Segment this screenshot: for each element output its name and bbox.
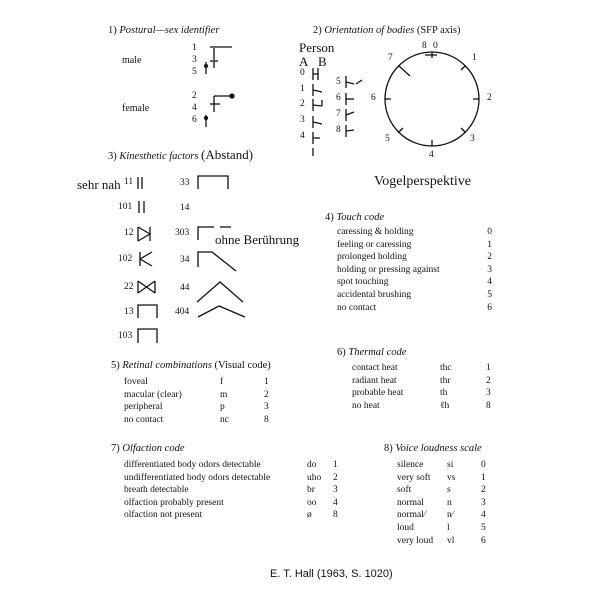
table-row: probable heat th 3	[352, 388, 491, 399]
section-5-title: Retinal combinations	[122, 360, 212, 371]
kin-code-404: 404	[175, 307, 190, 317]
kin-code-22: 22	[124, 282, 134, 292]
section-3-number: 3)	[108, 151, 117, 162]
kin-code-101: 101	[118, 202, 133, 212]
table-row: differentiated body odors detectable do 1	[124, 460, 338, 470]
section-5-number: 5)	[111, 360, 120, 371]
section-1-number: 1)	[108, 25, 117, 36]
kin-code-33: 33	[180, 178, 190, 188]
dial-label-5: 5	[385, 134, 390, 144]
orient-code-4: 4	[300, 131, 305, 141]
orient-code-6: 6	[336, 93, 341, 103]
thermal-code-table	[352, 362, 491, 412]
female-code-6: 6	[192, 115, 197, 125]
table-row: no contact nc 8	[124, 414, 269, 425]
table-row: very loud vl 6	[397, 535, 486, 546]
person-a-label: A	[299, 54, 309, 69]
kin-code-13: 13	[124, 307, 134, 317]
section-2-number: 2)	[313, 25, 322, 36]
kin-code-14: 14	[180, 203, 190, 213]
dial-label-1: 1	[472, 53, 477, 63]
person-label: Person	[299, 40, 335, 55]
orient-code-0: 0	[300, 68, 305, 78]
kinesthetic-glyphs	[138, 176, 245, 343]
dial-label-3: 3	[470, 134, 475, 144]
table-row: no contact 6	[337, 302, 492, 313]
orient-code-7: 7	[336, 109, 341, 119]
dial-label-0: 0	[433, 41, 438, 51]
table-row: radiant heat thr 2	[352, 375, 491, 386]
kin-code-34: 34	[180, 255, 190, 265]
section-7-title: Olfaction code	[122, 443, 185, 454]
table-row: accidental brushing 5	[337, 289, 492, 300]
kin-code-103: 103	[118, 331, 133, 341]
section-7-number: 7)	[111, 443, 120, 454]
orient-code-2: 2	[300, 99, 305, 109]
table-row: peripheral p 3	[124, 402, 269, 413]
table-row: olfaction not present ø 8	[124, 510, 338, 521]
kin-code-102: 102	[118, 254, 133, 264]
section-3-title: Kinesthetic factors	[119, 151, 199, 162]
dial-caption: Vogelperspektive	[374, 174, 471, 189]
dial-label-4: 4	[429, 150, 434, 160]
section-5-subtitle: (Visual code)	[214, 360, 271, 371]
table-row: macular (clear) m 2	[124, 389, 269, 400]
orient-code-1: 1	[300, 84, 305, 94]
touch-code-table	[337, 226, 492, 314]
voice-code-table	[397, 459, 486, 547]
female-code-4: 4	[192, 103, 197, 113]
table-row: soft s 2	[397, 485, 486, 496]
table-row: contact heat thc 1	[352, 363, 491, 373]
ohne-beruehrung-label: ohne Berührung	[215, 232, 300, 247]
section-8-title: Voice loudness scale	[395, 443, 482, 454]
kin-code-303: 303	[175, 228, 190, 238]
posture-female-glyphs	[205, 94, 235, 127]
table-row: very soft vs 1	[397, 472, 486, 483]
table-row: no heat ℓh 8	[352, 400, 491, 411]
dial-label-7: 7	[388, 53, 393, 63]
table-row: feeling or caressing 1	[337, 239, 492, 250]
table-row: silence si 0	[397, 460, 486, 470]
kin-code-44: 44	[180, 283, 190, 293]
kin-code-11: 11	[124, 177, 134, 187]
table-row: holding or pressing against 3	[337, 264, 492, 275]
table-row: prolonged holding 2	[337, 252, 492, 263]
retinal-code-table	[124, 376, 269, 426]
olfaction-code-table	[124, 459, 338, 522]
section-2-axis: (SFP axis)	[416, 25, 461, 36]
table-row: loud l 5	[397, 522, 486, 533]
male-code-1: 1	[192, 43, 197, 53]
dial-label-8: 8	[422, 41, 427, 51]
table-row: foveal f 1	[124, 377, 269, 387]
orient-code-5: 5	[336, 77, 341, 87]
orient-code-8: 8	[336, 125, 341, 135]
section-1-title: Postural—sex identifier	[119, 25, 220, 36]
orient-code-3: 3	[300, 115, 305, 125]
section-6-title: Thermal code	[348, 347, 407, 358]
orientation-dial	[385, 52, 479, 146]
table-row: normal n 3	[397, 497, 486, 508]
posture-male-glyphs	[205, 47, 233, 74]
dial-label-2: 2	[487, 93, 492, 103]
section-3-abstand: (Abstand)	[201, 147, 254, 162]
table-row: caressing & holding 0	[337, 227, 492, 237]
table-row: undifferentiated body odors detectable uho 2	[124, 472, 338, 483]
table-row: normal⁄ n⁄ 4	[397, 510, 486, 521]
table-row: spot touching 4	[337, 277, 492, 288]
male-label: male	[122, 55, 142, 66]
male-code-3: 3	[192, 55, 197, 65]
citation-footer: E. T. Hall (1963, S. 1020)	[270, 568, 393, 580]
female-code-2: 2	[192, 91, 197, 101]
table-row: olfaction probably present oo 4	[124, 497, 338, 508]
table-row: breath detectable br 3	[124, 485, 338, 496]
male-code-5: 5	[192, 67, 197, 77]
section-8-number: 8)	[384, 443, 393, 454]
female-label: female	[122, 103, 150, 114]
section-6-number: 6)	[337, 347, 346, 358]
section-4-title: Touch code	[336, 212, 385, 223]
dial-label-6: 6	[371, 93, 376, 103]
section-4-number: 4)	[325, 212, 334, 223]
kin-code-12: 12	[124, 228, 134, 238]
person-b-label: B	[318, 54, 327, 69]
section-2-title: Orientation of bodies	[324, 25, 415, 36]
sehr-nah-label: sehr nah	[77, 177, 121, 192]
